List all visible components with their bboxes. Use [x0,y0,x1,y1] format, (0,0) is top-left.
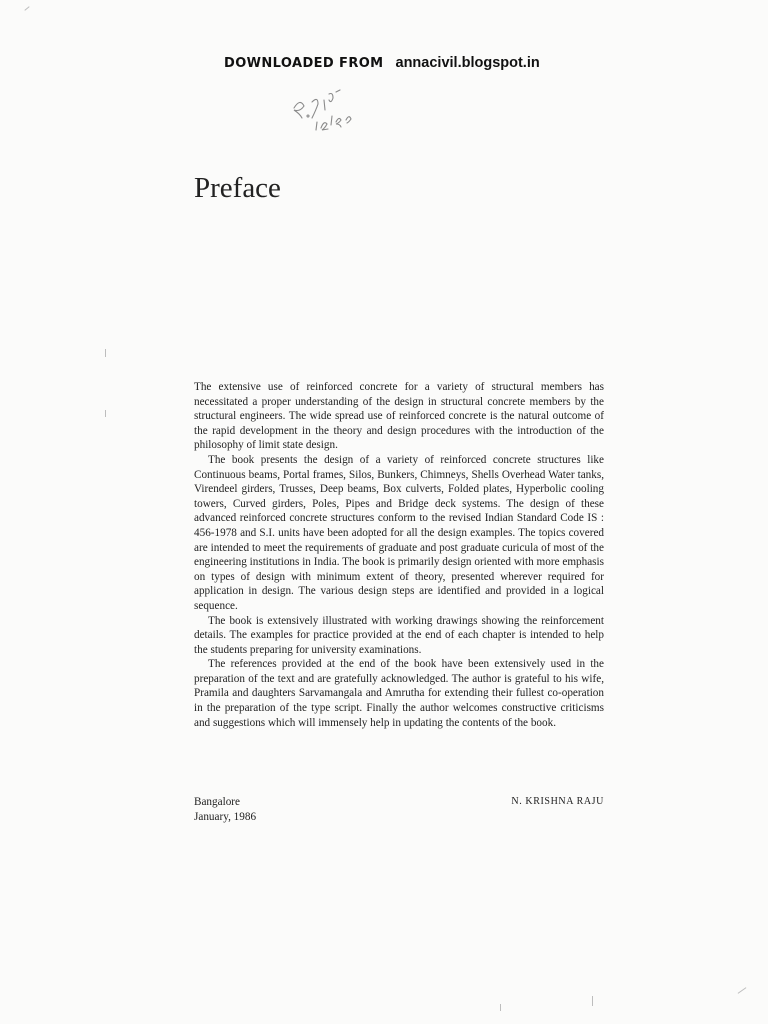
preface-paragraph: The book presents the design of a variety of reinforced concrete structures like Continuous beams, Portal frames, Silos, Bunkers, Chimneys, Shells Overhead Water tanks, Virendeel girders, Trusses, Deep beams, Box culverts, Folded plates, Hyperbolic cooling towers, Curved girders, Poles, Pipes and Bridge deck systems. The design of these advanced reinforced concrete structures conform to the revised Indian Standard Code IS : 456-1978 and S.I. units have been adopted for all the design examples. The topics covered are intended to meet the requirements of graduate and post graduate curicula of most of the engineering institutions in India. The book is primarily design oriented with more emphasis on types of design with minimum extent of theory, presented wherever required for application in design. The various design steps are identified and provided in a logical sequence. [194,453,604,612]
scan-speck [738,987,747,994]
preface-paragraph: The extensive use of reinforced concrete for a variety of structural members has necessitated a proper understanding of the design in structural concrete members by the structural engineers. The wide spread use of reinforced concrete is the natural outcome of the rapid development in the theory and design procedures with the introduction of the philosophy of limit state design. [194,381,604,452]
scan-speck [500,1004,501,1011]
banner-label: DOWNLOADED FROM [224,56,384,71]
preface-body [194,380,604,730]
signature-date: January, 1986 [194,810,257,823]
scan-speck [24,6,29,11]
banner-site: annacivil.blogspot.in [395,55,540,71]
download-banner [224,54,540,71]
preface-paragraph: The book is extensively illustrated with working drawings showing the reinforcement details. The examples for practice provided at the end of each chapter is intended to help the students preparing for university examinations. [194,614,604,656]
scan-speck [105,349,106,357]
handwritten-note [288,80,378,140]
page-title: Preface [194,172,281,204]
scan-speck [592,996,593,1006]
signature-block [194,795,604,824]
scan-speck [105,410,106,417]
preface-paragraph: The references provided at the end of the book have been extensively used in the preparation of the text and are gratefully acknowledged. The author is grateful to his wife, Pramila and daughters Sarvamangala and Amrutha for extending their fullest co-operation in the preparation of the type script. Finally the author welcomes constructive criticisms and suggestions which will immensely help in updating the contents of the book. [194,658,604,729]
signature-place: Bangalore [194,796,240,808]
signature-author: N. KRISHNA RAJU [511,796,604,807]
